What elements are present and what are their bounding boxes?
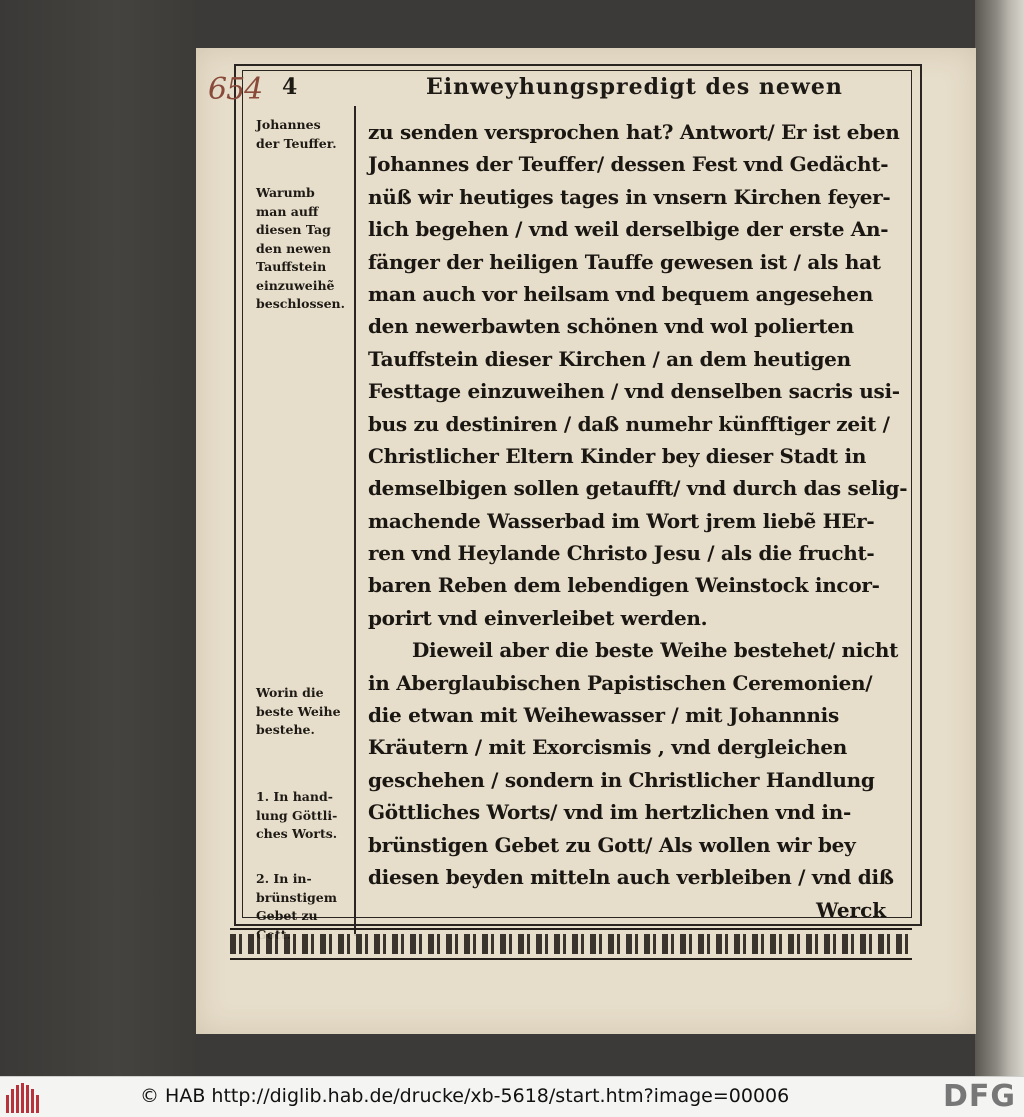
scan-background-left <box>0 0 196 1076</box>
text-line: diesen beyden mitteln auch verbleiben / vnd diß <box>368 864 894 889</box>
text-line: baren Reben dem lebendigen Weinstock incor- <box>368 573 880 598</box>
text-line: Dieweil aber die beste Weihe bestehet/ nicht <box>412 638 899 663</box>
text-line: brünstigen Gebet zu Gott/ Als wollen wir bey <box>368 832 856 857</box>
text-line: Kräutern / mit Exorcismis , vnd dergleichen <box>368 735 847 760</box>
text-line: nüß wir heutiges tages in vnsern Kirchen feyer- <box>368 184 891 209</box>
ornament-pattern <box>230 934 912 954</box>
hab-logo-icon <box>6 1081 46 1113</box>
book-page <box>196 48 976 1034</box>
text-line: Festtage einzuweihen / vnd denselben sacris usi- <box>368 379 900 404</box>
margin-note: Worin die beste Weihe bestehe. <box>256 685 341 737</box>
text-line: die etwan mit Weihewasser / mit Johannnis <box>368 703 839 728</box>
margin-column-rule <box>354 106 356 936</box>
text-line: Göttliches Worts/ vnd im hertzlichen vnd in- <box>368 800 851 825</box>
running-head: Einweyhungspredigt des newen <box>426 74 843 100</box>
text-line: ren vnd Heylande Christo Jesu / als die frucht- <box>368 541 875 566</box>
page-number: 4 <box>282 74 298 100</box>
text-line: den newerbawten schönen vnd wol polierten <box>368 314 854 339</box>
text-line: in Aberglaubischen Papistischen Ceremonien/ <box>368 670 873 695</box>
text-line: machende Wasserbad im Wort jrem liebẽ HEr- <box>368 508 875 533</box>
adjacent-page-edge <box>975 0 1024 1076</box>
manuscript-note: 654 <box>208 72 263 107</box>
text-line: porirt vnd einverleibet werden. <box>368 605 708 630</box>
text-line: fänger der heiligen Tauffe gewesen ist / als hat <box>368 249 881 274</box>
text-line: Tauffstein dieser Kirchen / an dem heutigen <box>368 346 851 371</box>
footer-copyright-link[interactable]: © HAB http://diglib.hab.de/drucke/xb-5618/start.htm?image=00006 <box>140 1085 790 1107</box>
body-text <box>368 116 908 893</box>
margin-note: Warumb man auff diesen Tag den newen Tauffstein einzuweihẽ beschlossen. <box>256 185 345 311</box>
text-line: demselbigen sollen getaufft/ vnd durch das selig- <box>368 476 908 501</box>
text-line: lich begehen / vnd weil derselbige der erste An- <box>368 217 889 242</box>
dfg-logo: DFG <box>942 1079 1016 1114</box>
viewer-footer <box>0 1076 1024 1117</box>
margin-note: 2. In in- brünstigem Gebet zu <box>256 871 337 923</box>
text-line: Johannes der Teuffer/ dessen Fest vnd Gedächt- <box>368 152 889 177</box>
text-line: man auch vor heilsam vnd bequem angesehen <box>368 281 873 306</box>
catchword: Werck <box>816 898 887 922</box>
margin-note: 1. In hand- lung Göttli- ches Worts. <box>256 789 338 841</box>
text-line: geschehen / sondern in Christlicher Handlung <box>368 767 875 792</box>
text-line: Christlicher Eltern Kinder bey dieser Stadt in <box>368 443 867 468</box>
text-line: bus zu destiniren / daß numehr künfftiger zeit / <box>368 411 890 436</box>
margin-note: Johannes der Teuffer. <box>256 117 337 151</box>
text-line: zu senden versprochen hat? Antwort/ Er ist eben <box>368 120 900 144</box>
ornament-border <box>230 928 912 960</box>
